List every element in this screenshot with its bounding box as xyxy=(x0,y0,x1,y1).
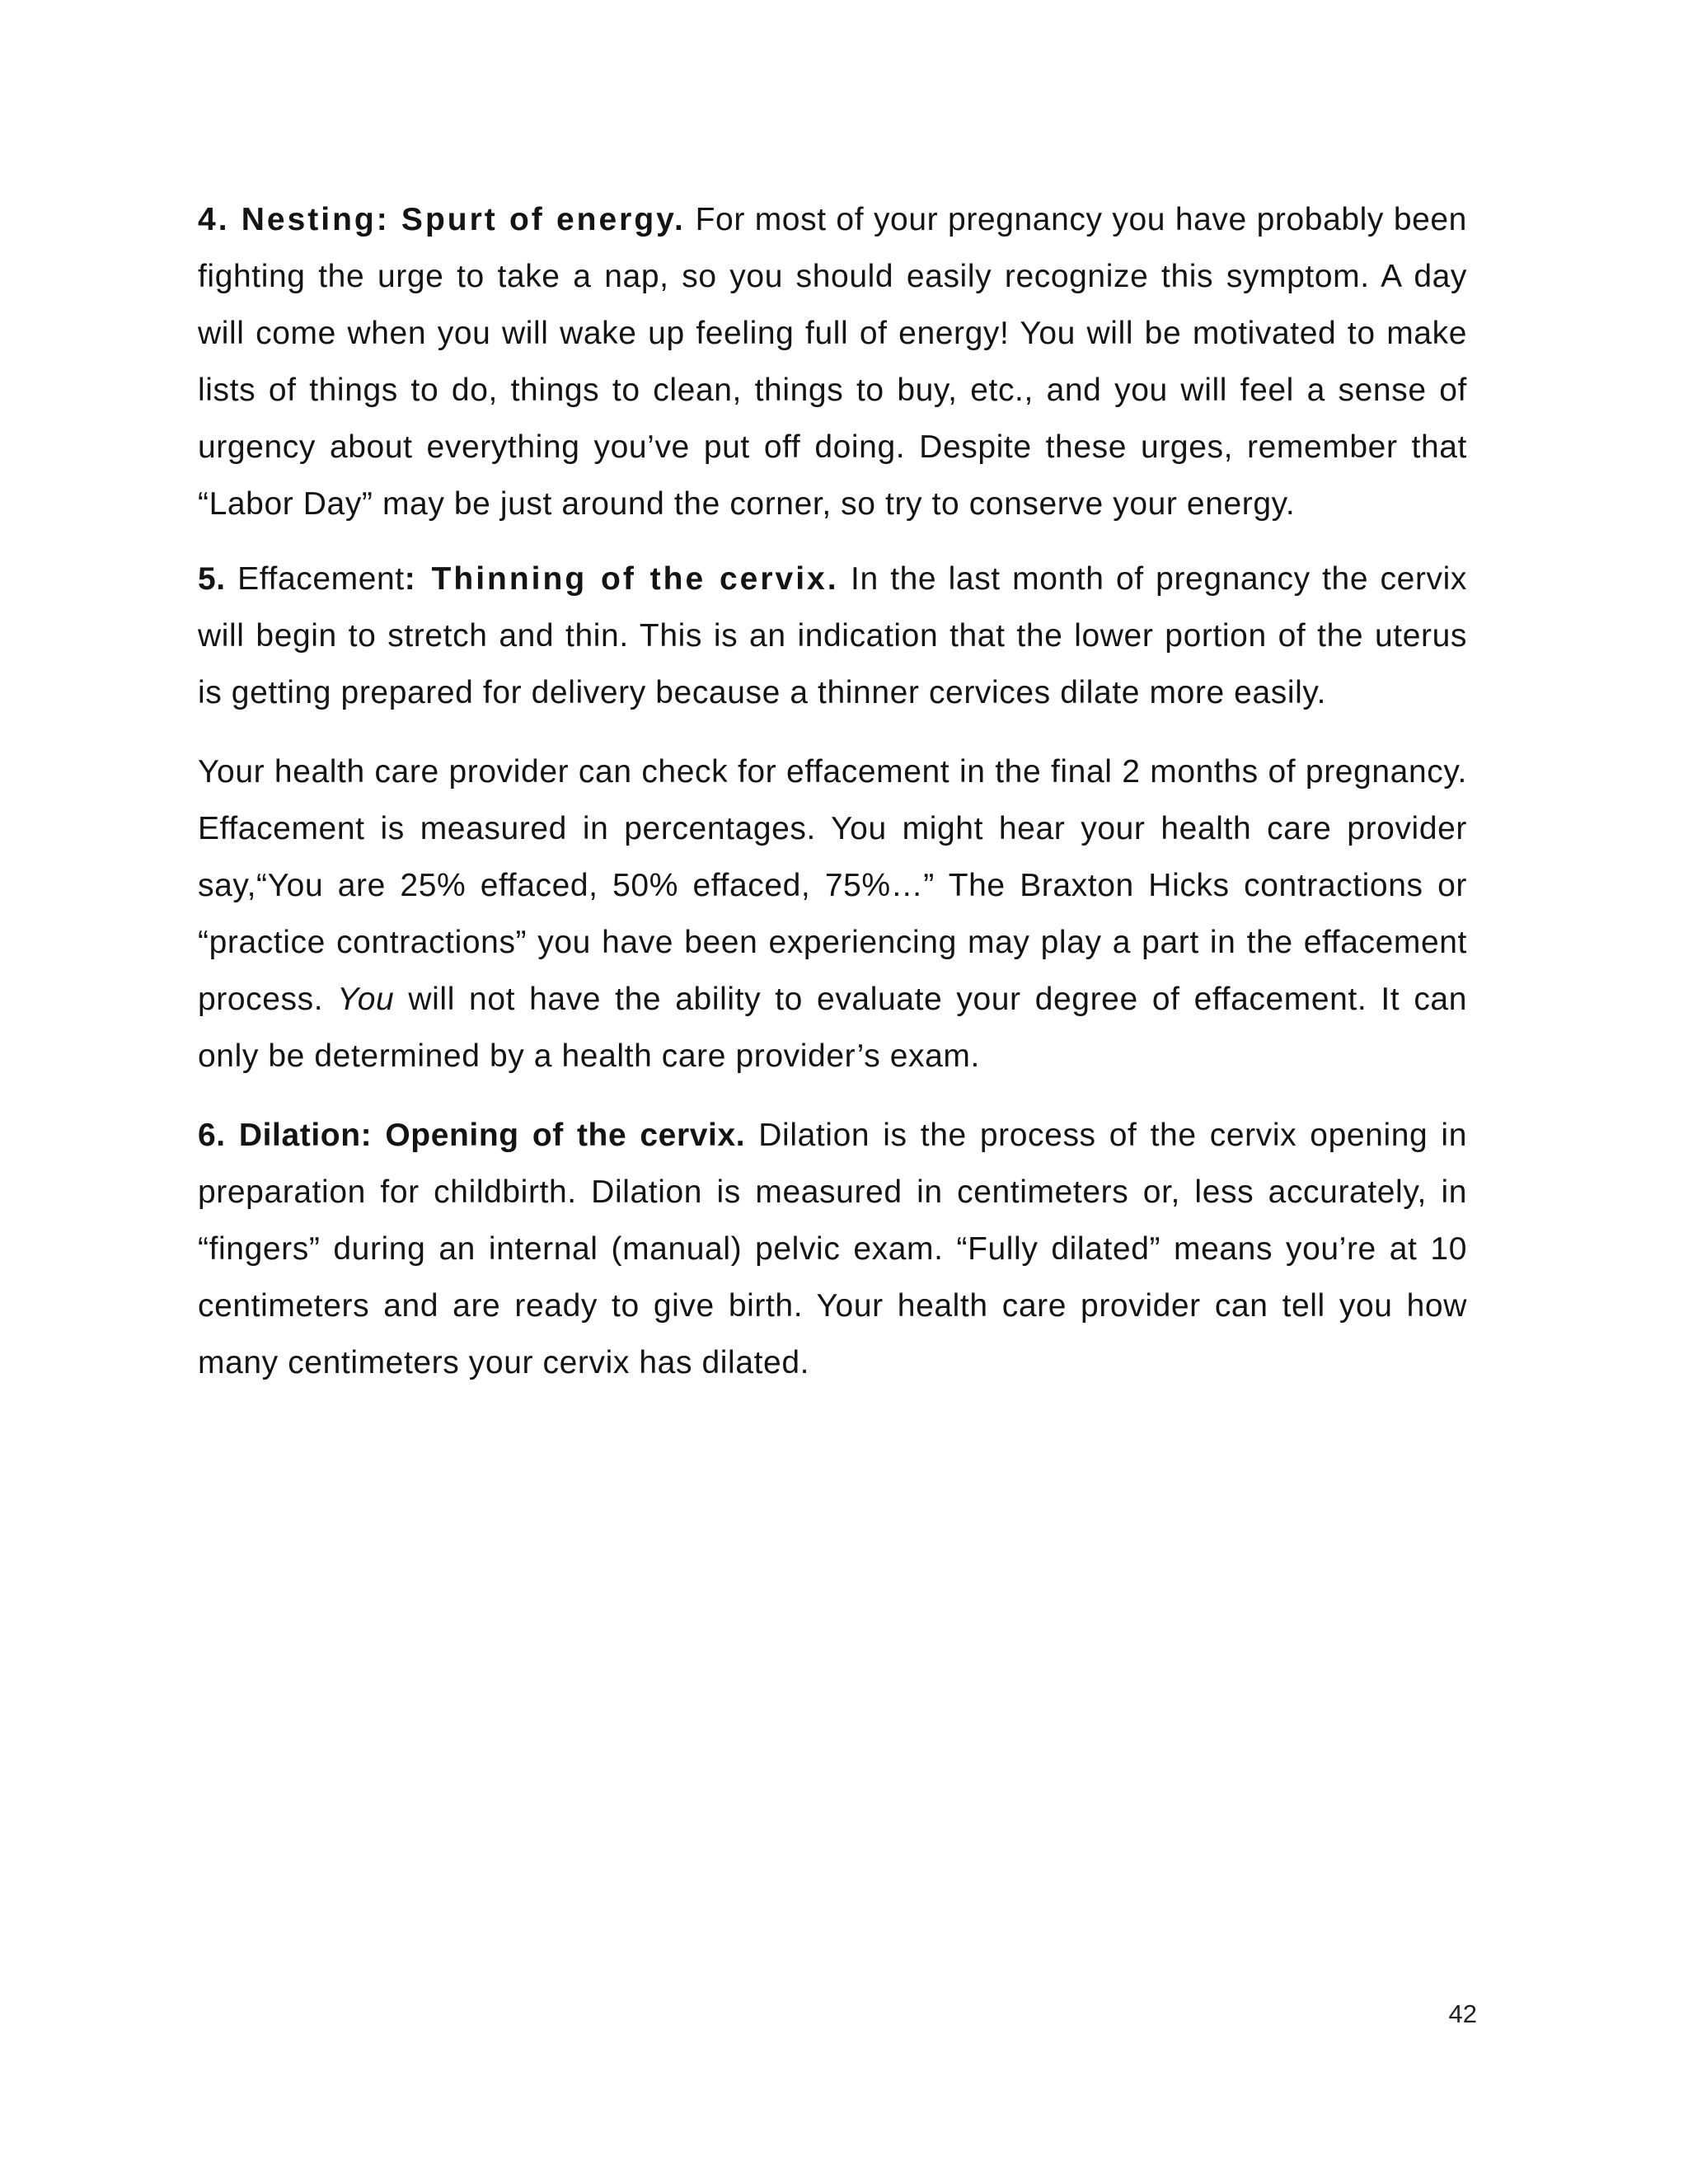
paragraph-text: In the last month of pregnancy the cervix will begin to stretch and thin. This is an indication that the lower portion of the uterus is getting prepared for delivery because a thinner cervices dilate more easily. xyxy=(198,561,1468,710)
paragraph-effacement xyxy=(198,551,1467,721)
heading-nesting: Nesting: Spurt of energy. xyxy=(241,202,686,237)
heading-number: 5. xyxy=(198,561,226,597)
paragraph-nesting xyxy=(198,191,1467,532)
paragraph-text: Dilation is the process of the cervix opening in preparation for childbirth. Dilation is measured in centimeters or, less accurately, in “fingers” during an internal (manual) pelvic exam. “Fully dilated” means you’re at 10 centimeters and are ready to give birth. Your health care provider can tell you how many centimeters your cervix has dilated. xyxy=(198,1118,1467,1380)
paragraph-text: For most of your pregnancy you have probably been fighting the urge to take a nap, so you should easily recognize this symptom. A day will come when you will wake up feeling full of energy! You will be motivated to make lists of things to do, things to clean, things to buy, etc., and you will feel a sense of urgency about everything you’ve put off doing. Despite these urges, remember that “Labor Day” may be just around the corner, so try to conserve your energy. xyxy=(198,202,1467,522)
page-content xyxy=(198,191,1467,1391)
paragraph-text: will not have the ability to evaluate your degree of effacement. It can only be determined by a health care provider’s exam. xyxy=(198,982,1467,1074)
page-number: 42 xyxy=(1448,1999,1477,2028)
heading-number: 4. xyxy=(198,202,241,237)
paragraph-dilation xyxy=(198,1107,1467,1391)
heading-effacement: : Thinning of the cervix. xyxy=(404,561,839,597)
heading-dilation: 6. Dilation: Opening of the cervix. xyxy=(198,1118,746,1153)
paragraph-effacement-details xyxy=(198,743,1467,1085)
emphasis-text: You xyxy=(337,982,395,1017)
heading-lead: Effacement xyxy=(225,561,405,597)
paragraph-text: Your health care provider can check for effacement in the final 2 months of pregnancy. Effacement is measured in percentages. You might hear your health care provider say,“You are 25% effaced, 50% effaced, 75%…” The Braxton Hicks contractions or “practice contractions” you have been experiencing may play a part in the effacement process. xyxy=(198,754,1467,1017)
